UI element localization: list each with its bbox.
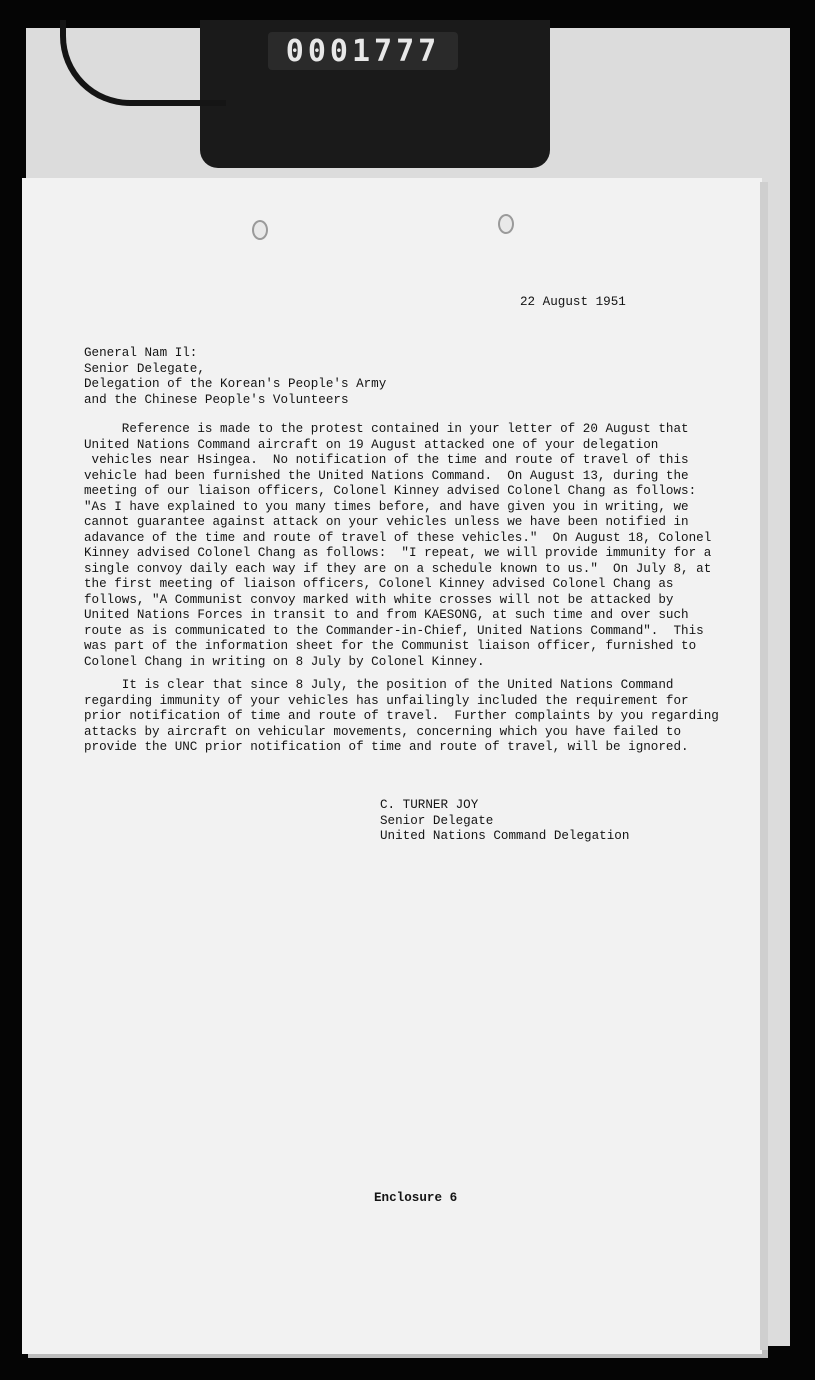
punch-hole-left — [252, 220, 268, 240]
paragraph-line: the first meeting of liaison officers, Colonel Kinney advised Colonel Chang as — [84, 577, 674, 591]
addressee-line: and the Chinese People's Volunteers — [84, 392, 349, 407]
letter-date: 22 August 1951 — [520, 295, 626, 309]
paragraph-line: vehicles near Hsingea. No notification of the time and route of travel of this — [84, 453, 689, 467]
paragraph-line: follows, "A Communist convoy marked with white crosses will not be attacked by — [84, 592, 674, 607]
paragraph-line: was part of the information sheet for the Communist liaison officer, furnished to — [84, 639, 697, 653]
paragraph-line: United Nations Command aircraft on 19 August attacked one of your delegation — [84, 437, 659, 452]
paragraph-line: "As I have explained to you many times before, and have given you in writing, we — [84, 499, 689, 514]
paragraph-line: route as is communicated to the Commander-in-Chief, United Nations Command". This — [84, 623, 704, 638]
signature-block — [380, 798, 740, 845]
paragraph-line: regarding immunity of your vehicles has unfailingly included the requirement for — [84, 693, 689, 708]
addressee-line: Delegation of the Korean's People's Army — [84, 377, 387, 391]
signature-line: Senior Delegate — [380, 813, 494, 828]
paragraph-line: United Nations Forces in transit to and from KAESONG, at such time and over such — [84, 608, 689, 622]
paragraph-line: meeting of our liaison officers, Colonel Kinney advised Colonel Chang as follows: — [84, 484, 697, 498]
addressee-line: General Nam Il: — [84, 346, 198, 360]
paragraph-line: Colonel Chang in writing on 8 July by Colonel Kinney. — [84, 654, 485, 669]
addressee-line: Senior Delegate, — [84, 361, 205, 376]
paragraph-line: It is clear that since 8 July, the position of the United Nations Command — [84, 678, 674, 692]
paragraph-line: prior notification of time and route of travel. Further complaints by you regarding — [84, 709, 719, 723]
paragraph-line: cannot guarantee against attack on your vehicles unless we have been notified in — [84, 515, 689, 529]
paragraph-line: provide the UNC prior notification of time and route of travel, will be ignored. — [84, 740, 689, 754]
signature-line: United Nations Command Delegation — [380, 829, 630, 843]
paragraph-line: Kinney advised Colonel Chang as follows: "I repeat, we will provide immunity for a — [84, 546, 712, 560]
paragraph-line: Reference is made to the protest contained in your letter of 20 August that — [84, 422, 689, 436]
frame-counter-device — [200, 20, 550, 168]
paragraph-line: attacks by aircraft on vehicular movements, concerning which you have failed to — [84, 724, 682, 739]
paragraph-2 — [84, 678, 784, 756]
enclosure-label: Enclosure 6 — [374, 1191, 458, 1205]
frame-counter: 0001777 — [268, 32, 458, 70]
paragraph-line: single convoy daily each way if they are on a schedule known to us." On July 8, at — [84, 561, 712, 576]
signature-line: C. TURNER JOY — [380, 798, 479, 812]
paragraph-1 — [84, 422, 784, 670]
addressee-block — [84, 346, 784, 408]
paragraph-line: vehicle had been furnished the United Nations Command. On August 13, during the — [84, 468, 689, 483]
punch-hole-right — [498, 214, 514, 234]
paragraph-line: adavance of the time and route of travel of these vehicles." On August 18, Colonel — [84, 530, 712, 545]
